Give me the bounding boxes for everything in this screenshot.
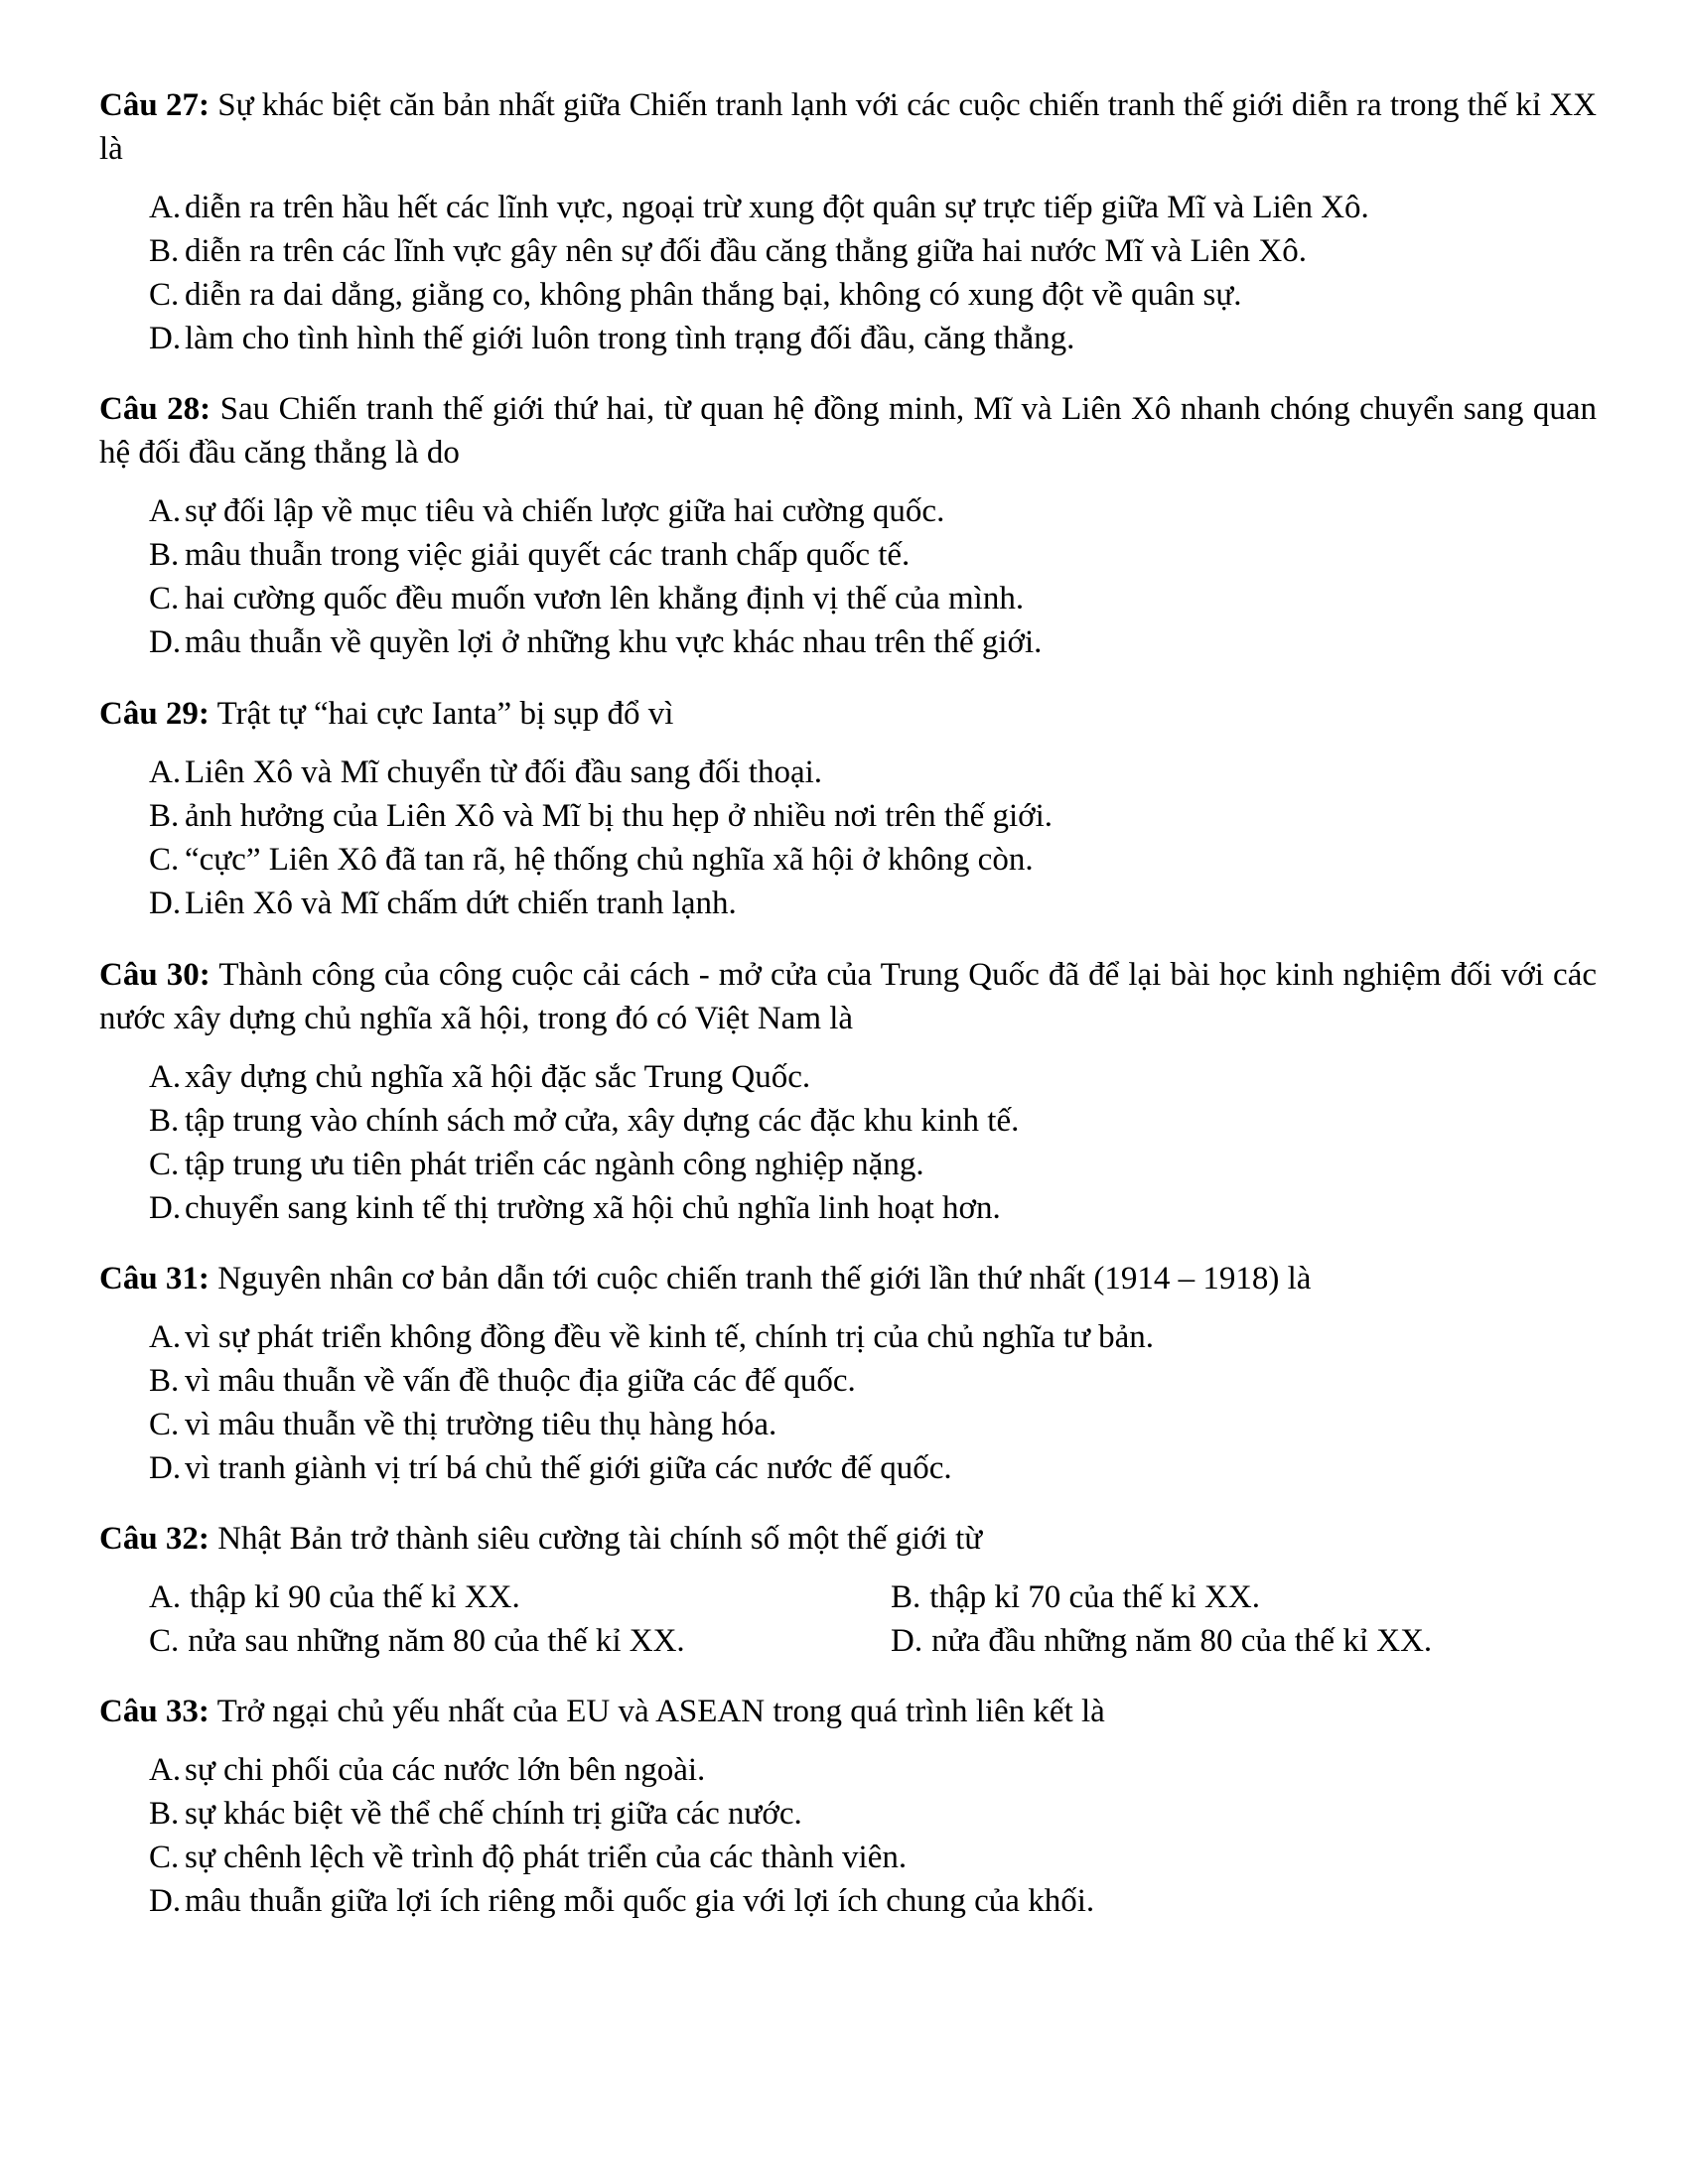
option-a xyxy=(149,1055,1597,1099)
question-stem xyxy=(99,387,1597,475)
option-letter: B. xyxy=(891,1579,921,1615)
option-letter: B. xyxy=(149,1103,180,1139)
answer-options xyxy=(99,1748,1597,1923)
option-text: diễn ra dai dẳng, giằng co, không phân thắng bại, không có xung đột về quân sự. xyxy=(185,277,1242,313)
question-28 xyxy=(99,387,1597,664)
question-text: Nguyên nhân cơ bản dẫn tới cuộc chiến tranh thế giới lần thứ nhất (1914 – 1918) là xyxy=(209,1261,1312,1297)
option-d xyxy=(149,882,1597,925)
option-text: mâu thuẫn trong việc giải quyết các tranh chấp quốc tế. xyxy=(185,537,911,573)
question-30 xyxy=(99,953,1597,1230)
option-a xyxy=(149,1575,891,1619)
question-stem xyxy=(99,1517,1597,1561)
question-32 xyxy=(99,1517,1597,1663)
option-text: xây dựng chủ nghĩa xã hội đặc sắc Trung Quốc. xyxy=(185,1059,811,1095)
option-text: nửa đầu những năm 80 của thế kỉ XX. xyxy=(931,1623,1433,1659)
option-letter: D. xyxy=(149,624,182,660)
option-text: thập kỉ 70 của thế kỉ XX. xyxy=(929,1579,1260,1615)
option-text: làm cho tình hình thế giới luôn trong tình trạng đối đầu, căng thẳng. xyxy=(185,321,1075,356)
option-c xyxy=(149,1143,1597,1186)
option-text: tập trung vào chính sách mở cửa, xây dựng các đặc khu kinh tế. xyxy=(185,1103,1020,1139)
answer-options xyxy=(99,489,1597,664)
option-letter: D. xyxy=(149,321,182,356)
option-text: mâu thuẫn về quyền lợi ở những khu vực khác nhau trên thế giới. xyxy=(185,624,1043,660)
option-letter: A. xyxy=(149,190,182,225)
option-text: sự đối lập về mục tiêu và chiến lược giữa hai cường quốc. xyxy=(185,493,945,529)
option-a xyxy=(149,186,1597,229)
option-letter: C. xyxy=(149,1407,180,1442)
option-letter: C. xyxy=(149,277,180,313)
question-number: Câu 33: xyxy=(99,1694,210,1729)
option-c xyxy=(149,1619,891,1663)
option-b xyxy=(149,794,1597,838)
option-d xyxy=(149,1879,1597,1923)
option-letter: C. xyxy=(149,1147,180,1182)
option-text: hai cường quốc đều muốn vươn lên khẳng định vị thế của mình. xyxy=(185,581,1025,616)
option-d xyxy=(149,620,1597,664)
option-text: ảnh hưởng của Liên Xô và Mĩ bị thu hẹp ở nhiều nơi trên thế giới. xyxy=(185,798,1054,834)
option-letter: B. xyxy=(149,798,180,834)
question-text: Thành công của công cuộc cải cách - mở cửa của Trung Quốc đã để lại bài học kinh nghiệm đối với các nước xây dựng chủ nghĩa xã hội, trong đó có Việt Nam là xyxy=(99,957,1597,1036)
question-number: Câu 32: xyxy=(99,1521,210,1557)
answer-options xyxy=(99,751,1597,925)
option-letter: C. xyxy=(149,1840,180,1875)
question-text: Sự khác biệt căn bản nhất giữa Chiến tranh lạnh với các cuộc chiến tranh thế giới diễn ra trong thế kỉ XX là xyxy=(99,87,1597,167)
option-text: chuyển sang kinh tế thị trường xã hội chủ nghĩa linh hoạt hơn. xyxy=(185,1190,1001,1226)
question-33 xyxy=(99,1690,1597,1923)
question-number: Câu 28: xyxy=(99,391,211,427)
option-c xyxy=(149,1403,1597,1446)
question-27 xyxy=(99,83,1597,360)
option-letter: D. xyxy=(149,886,182,921)
option-text: mâu thuẫn giữa lợi ích riêng mỗi quốc gia với lợi ích chung của khối. xyxy=(185,1883,1095,1919)
question-number: Câu 30: xyxy=(99,957,211,993)
option-letter: B. xyxy=(149,537,180,573)
option-letter: A. xyxy=(149,1319,182,1355)
option-text: tập trung ưu tiên phát triển các ngành công nghiệp nặng. xyxy=(185,1147,924,1182)
option-text: thập kỉ 90 của thế kỉ XX. xyxy=(190,1579,520,1615)
question-text: Trở ngại chủ yếu nhất của EU và ASEAN trong quá trình liên kết là xyxy=(209,1694,1105,1729)
option-d xyxy=(891,1619,1586,1663)
question-number: Câu 27: xyxy=(99,87,210,123)
question-text: Sau Chiến tranh thế giới thứ hai, từ quan hệ đồng minh, Mĩ và Liên Xô nhanh chóng chuyển sang quan hệ đối đầu căng thẳng là do xyxy=(99,391,1597,471)
option-text: Liên Xô và Mĩ chuyển từ đối đầu sang đối thoại. xyxy=(185,754,823,790)
option-a xyxy=(149,1315,1597,1359)
answer-options xyxy=(99,1055,1597,1230)
option-text: Liên Xô và Mĩ chấm dứt chiến tranh lạnh. xyxy=(185,886,737,921)
question-stem xyxy=(99,1690,1597,1733)
option-text: “cực” Liên Xô đã tan rã, hệ thống chủ nghĩa xã hội ở không còn. xyxy=(185,842,1034,878)
option-text: sự khác biệt về thể chế chính trị giữa các nước. xyxy=(185,1796,802,1832)
option-d xyxy=(149,1446,1597,1490)
option-text: vì tranh giành vị trí bá chủ thế giới giữa các nước đế quốc. xyxy=(185,1450,952,1486)
option-text: nửa sau những năm 80 của thế kỉ XX. xyxy=(188,1623,685,1659)
option-text: vì mâu thuẫn về thị trường tiêu thụ hàng hóa. xyxy=(185,1407,777,1442)
question-stem xyxy=(99,692,1597,736)
option-letter: B. xyxy=(149,1796,180,1832)
option-letter: A. xyxy=(149,493,182,529)
question-31 xyxy=(99,1257,1597,1490)
option-text: diễn ra trên các lĩnh vực gây nên sự đối đầu căng thẳng giữa hai nước Mĩ và Liên Xô. xyxy=(185,233,1307,269)
answer-options xyxy=(99,186,1597,360)
option-letter: D. xyxy=(149,1883,182,1919)
question-number: Câu 29: xyxy=(99,696,210,732)
question-stem xyxy=(99,953,1597,1040)
option-c xyxy=(149,838,1597,882)
option-letter: B. xyxy=(149,233,180,269)
option-a xyxy=(149,1748,1597,1792)
option-text: vì sự phát triển không đồng đều về kinh tế, chính trị của chủ nghĩa tư bản. xyxy=(185,1319,1155,1355)
option-letter: D. xyxy=(149,1450,182,1486)
answer-options xyxy=(99,1575,1597,1663)
option-text: vì mâu thuẫn về vấn đề thuộc địa giữa các đế quốc. xyxy=(185,1363,856,1399)
option-letter: C. xyxy=(149,842,180,878)
option-b xyxy=(149,1099,1597,1143)
question-text: Nhật Bản trở thành siêu cường tài chính số một thế giới từ xyxy=(209,1521,983,1557)
answer-options xyxy=(99,1315,1597,1490)
option-b xyxy=(149,1359,1597,1403)
option-b xyxy=(891,1575,1586,1619)
option-c xyxy=(149,1836,1597,1879)
option-letter: C. xyxy=(149,1623,180,1659)
option-a xyxy=(149,489,1597,533)
option-d xyxy=(149,1186,1597,1230)
option-letter: A. xyxy=(149,1579,182,1615)
option-c xyxy=(149,577,1597,620)
question-stem xyxy=(99,1257,1597,1300)
option-letter: A. xyxy=(149,754,182,790)
option-text: diễn ra trên hầu hết các lĩnh vực, ngoại trừ xung đột quân sự trực tiếp giữa Mĩ và Liên Xô. xyxy=(185,190,1369,225)
option-text: sự chi phối của các nước lớn bên ngoài. xyxy=(185,1752,706,1788)
option-letter: D. xyxy=(149,1190,182,1226)
option-a xyxy=(149,751,1597,794)
option-letter: A. xyxy=(149,1752,182,1788)
option-letter: A. xyxy=(149,1059,182,1095)
option-letter: B. xyxy=(149,1363,180,1399)
question-stem xyxy=(99,83,1597,171)
option-c xyxy=(149,273,1597,317)
question-text: Trật tự “hai cực Ianta” bị sụp đổ vì xyxy=(209,696,674,732)
question-number: Câu 31: xyxy=(99,1261,210,1297)
option-b xyxy=(149,229,1597,273)
option-text: sự chênh lệch về trình độ phát triển của các thành viên. xyxy=(185,1840,908,1875)
option-b xyxy=(149,1792,1597,1836)
option-d xyxy=(149,317,1597,360)
option-letter: D. xyxy=(891,1623,923,1659)
option-b xyxy=(149,533,1597,577)
option-letter: C. xyxy=(149,581,180,616)
question-29 xyxy=(99,692,1597,925)
